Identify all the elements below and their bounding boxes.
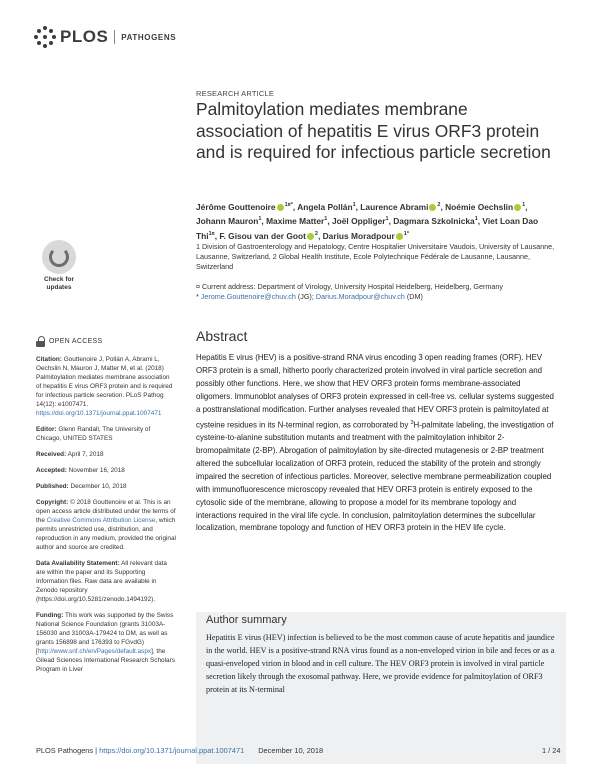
published-label: Published: bbox=[36, 483, 69, 490]
journal-name: PATHOGENS bbox=[121, 32, 177, 42]
open-access-text: OPEN ACCESS bbox=[49, 338, 103, 345]
editor-block bbox=[36, 425, 176, 443]
badge-text bbox=[36, 276, 82, 291]
received-text: April 7, 2018 bbox=[66, 451, 104, 458]
orcid-icon[interactable] bbox=[307, 233, 314, 240]
author-name[interactable]: , Johann Mauron bbox=[196, 201, 528, 227]
footer-separator: | bbox=[93, 746, 100, 755]
author-name[interactable]: , Noémie Oechslin bbox=[440, 201, 514, 212]
editor-label: Editor: bbox=[36, 426, 57, 433]
affiliations bbox=[196, 242, 556, 272]
accepted-block bbox=[36, 466, 176, 475]
received-block bbox=[36, 450, 176, 459]
author-name[interactable]: , Laurence Abrami bbox=[355, 201, 429, 212]
correspondence bbox=[196, 292, 556, 302]
email-tag: (DM) bbox=[404, 292, 423, 301]
author-list bbox=[196, 199, 556, 242]
funding-text: This work was supported by the Swiss National Science Foundation (grants 31003A-156030 and 31003A-179424 to DM, as well as grants 156898 and 176393 to FGvdG) [ bbox=[36, 612, 174, 655]
author-sup: 1¤* bbox=[284, 202, 293, 208]
author-name[interactable]: , Joël Oppliger bbox=[327, 216, 386, 227]
article-type: RESEARCH ARTICLE bbox=[196, 89, 275, 98]
affiliation-text: 1 Division of Gastroenterology and Hepatology, Centre Hospitalier Universitaire Vaudois, University of Lausanne, Lausanne, Switzerland, 2 Global Health Institute, Ecole Polytechnique Fédérale de Lausanne, Lausanne, Switzerland bbox=[196, 242, 555, 271]
data-availability-block bbox=[36, 559, 176, 604]
citation-link[interactable]: https://doi.org/10.1371/journal.ppat.1007471 bbox=[36, 410, 162, 417]
author-summary-heading: Author summary bbox=[206, 614, 287, 626]
abstract-body bbox=[196, 352, 558, 535]
author-sup: 1 bbox=[258, 216, 262, 223]
author-name[interactable]: , Maxime Matter bbox=[261, 216, 325, 227]
orcid-icon[interactable] bbox=[514, 204, 521, 211]
brand-name: PLOS bbox=[60, 27, 109, 46]
email-tag: (JG); bbox=[295, 292, 316, 301]
author-summary-text: Hepatitis E virus (HEV) infection is believed to be the most common cause of acute hepatitis and jaundice in the world. HEV is a positive-strand RNA virus found as a non-enveloped virion in bile and feces or as a quasi-enveloped virion in blood and in cell culture. The HEV ORF3 protein is involved in viral particle secretion likely through the exosomal pathway. Here, we provide evidence for palmitoylation of ORF3 protein at its N-terminal bbox=[206, 633, 555, 694]
author-sup: 1 bbox=[474, 216, 478, 223]
orcid-icon[interactable] bbox=[396, 233, 403, 240]
funding-text: ], the Gilead Sciences International Research Scholars Program in Liver bbox=[36, 648, 175, 673]
author-name[interactable]: , Dagmara Szkolnicka bbox=[388, 216, 475, 227]
logo-divider bbox=[114, 30, 115, 44]
abstract-italic: vs. bbox=[446, 391, 457, 401]
badge-line: updates bbox=[46, 283, 72, 291]
editor-text: Glenn Randall, The University of Chicago, UNITED STATES bbox=[36, 426, 151, 442]
abstract-text: Hepatitis E virus (HEV) is a positive-strand RNA virus encoding 3 open reading frames (ORF). HEV ORF3 protein is a small, hitherto poorly characterized protein involved in viral particle secretion and possibly other functions. Here, we show that HEV ORF3 protein forms membrane-associated oligomers. Immunoblot analyses of ORF3 protein expressed in cell-free bbox=[196, 353, 543, 401]
funding-label: Funding: bbox=[36, 612, 64, 619]
copyright-label: Copyright: bbox=[36, 499, 69, 506]
citation-block bbox=[36, 355, 176, 418]
author-sup: 1¤ bbox=[208, 230, 215, 237]
page-number: 1 / 24 bbox=[542, 746, 561, 755]
data-availability-label: Data Availability Statement: bbox=[36, 560, 120, 567]
citation-label: Citation: bbox=[36, 356, 62, 363]
open-lock-icon bbox=[36, 336, 45, 347]
refresh-icon bbox=[42, 240, 76, 274]
plos-dots-icon bbox=[34, 26, 56, 48]
copyright-text: , which permits unrestricted use, distribution, and reproduction in any medium, provided the original author and source are credited. bbox=[36, 517, 176, 551]
current-address-text: ¤ Current address: Department of Virology, University Hospital Heidelberg, Heidelberg, Germany bbox=[196, 282, 503, 291]
author-sup: 1 bbox=[403, 230, 407, 237]
plos-logo[interactable] bbox=[34, 26, 184, 48]
badge-line: Check for bbox=[44, 276, 74, 283]
author-sup: 1 bbox=[324, 216, 328, 223]
author-sup: 2 bbox=[314, 230, 318, 237]
footer-date: December 10, 2018 bbox=[258, 746, 324, 755]
funding-block bbox=[36, 611, 176, 674]
author-sup: 1 bbox=[522, 202, 526, 208]
funding-link[interactable]: http://www.snf.ch/en/Pages/default.aspx bbox=[37, 648, 152, 655]
copyright-block bbox=[36, 498, 176, 552]
footer-journal: PLOS Pathogens bbox=[36, 746, 94, 755]
published-text: December 10, 2018 bbox=[68, 483, 127, 490]
citation-text: Gouttenoire J, Pollán A, Abrami L, Oechslin N, Mauron J, Matter M, et al. (2018) Palmitoylation mediates membrane association of hepatitis E virus ORF3 protein and is required for infectious particle secretion. PLoS Pathog 14(12): e1007471. bbox=[36, 356, 173, 408]
author-name[interactable]: , Viet Loan Dao Thi bbox=[196, 216, 539, 241]
author-name[interactable]: Jérôme Gouttenoire bbox=[196, 201, 276, 212]
abstract-text: cellular systems suggested a posttranslational modification. Further analyses revealed that HEV ORF3 protein is palmitoylated at cysteine residues in its N-terminal region, as corroborated by bbox=[196, 391, 554, 430]
star-mark: * bbox=[196, 292, 201, 301]
abstract-text: H-palmitate labeling, the investigation of cysteine-to-alanine substitution mutants and treatment with the palmitoylation inhibitor 2-bromopalmitate (2-BP). Abrogation of palmitoylation by site-directed mutagenesis or 2-BP treatment altered the subcellular localization of ORF3 protein, reduced the stability of the protein and strongly impaired the secretion of infectious particles. Moreover, selective membrane permeabilization coupled with immunofluorescence microscopy revealed that HEV ORF3 protein is entirely exposed to the cytosolic side of the membrane, allowing to propose a model for its membrane topology and interactions required in the viral life cycle. In conclusion, palmitoylation determines the subcellular localization, membrane topology and function of HEV ORF3 protein in the HEV life cycle. bbox=[196, 420, 554, 533]
received-label: Received: bbox=[36, 451, 67, 458]
author-name[interactable]: , Angela Pollán bbox=[292, 201, 353, 212]
author-name[interactable]: , F. Gisou van der Goot bbox=[214, 230, 306, 241]
accepted-text: November 16, 2018 bbox=[66, 467, 125, 474]
article-title: Palmitoylation mediates membrane association of hepatitis E virus ORF3 protein and is required for infectious particle secretion bbox=[196, 99, 551, 162]
footer-doi-link[interactable]: https://doi.org/10.1371/journal.ppat.1007471 bbox=[99, 746, 245, 755]
orcid-icon[interactable] bbox=[277, 204, 284, 211]
author-sup: 1 bbox=[352, 202, 356, 208]
sidebar bbox=[36, 336, 176, 681]
author-name[interactable]: , Darius Moradpour bbox=[317, 230, 395, 241]
current-address bbox=[196, 282, 556, 302]
footer bbox=[36, 746, 323, 755]
open-access-label bbox=[36, 336, 176, 347]
abstract-heading: Abstract bbox=[196, 328, 248, 344]
abstract-sup: 3 bbox=[410, 419, 414, 426]
data-availability-text: All relevant data are within the paper and its Supporting Information files. Raw data are available in Zenodo repository (https://doi.org/10.5281/zenodo.1494192). bbox=[36, 560, 167, 603]
author-sup: * bbox=[406, 230, 409, 237]
email-link[interactable]: Darius.Moradpour@chuv.ch bbox=[315, 292, 405, 301]
accepted-label: Accepted: bbox=[36, 467, 67, 474]
copyright-text: © 2018 Gouttenoire et al. This is an open access article distributed under the terms of the bbox=[36, 499, 176, 524]
license-link[interactable]: Creative Commons Attribution License bbox=[46, 517, 156, 524]
published-block bbox=[36, 482, 176, 491]
author-sup: 1 bbox=[385, 216, 389, 223]
email-link[interactable]: Jerome.Gouttenoire@chuv.ch bbox=[200, 292, 296, 301]
author-sup: 2 bbox=[437, 202, 441, 208]
check-for-updates-badge[interactable] bbox=[36, 240, 82, 290]
orcid-icon[interactable] bbox=[429, 204, 436, 211]
